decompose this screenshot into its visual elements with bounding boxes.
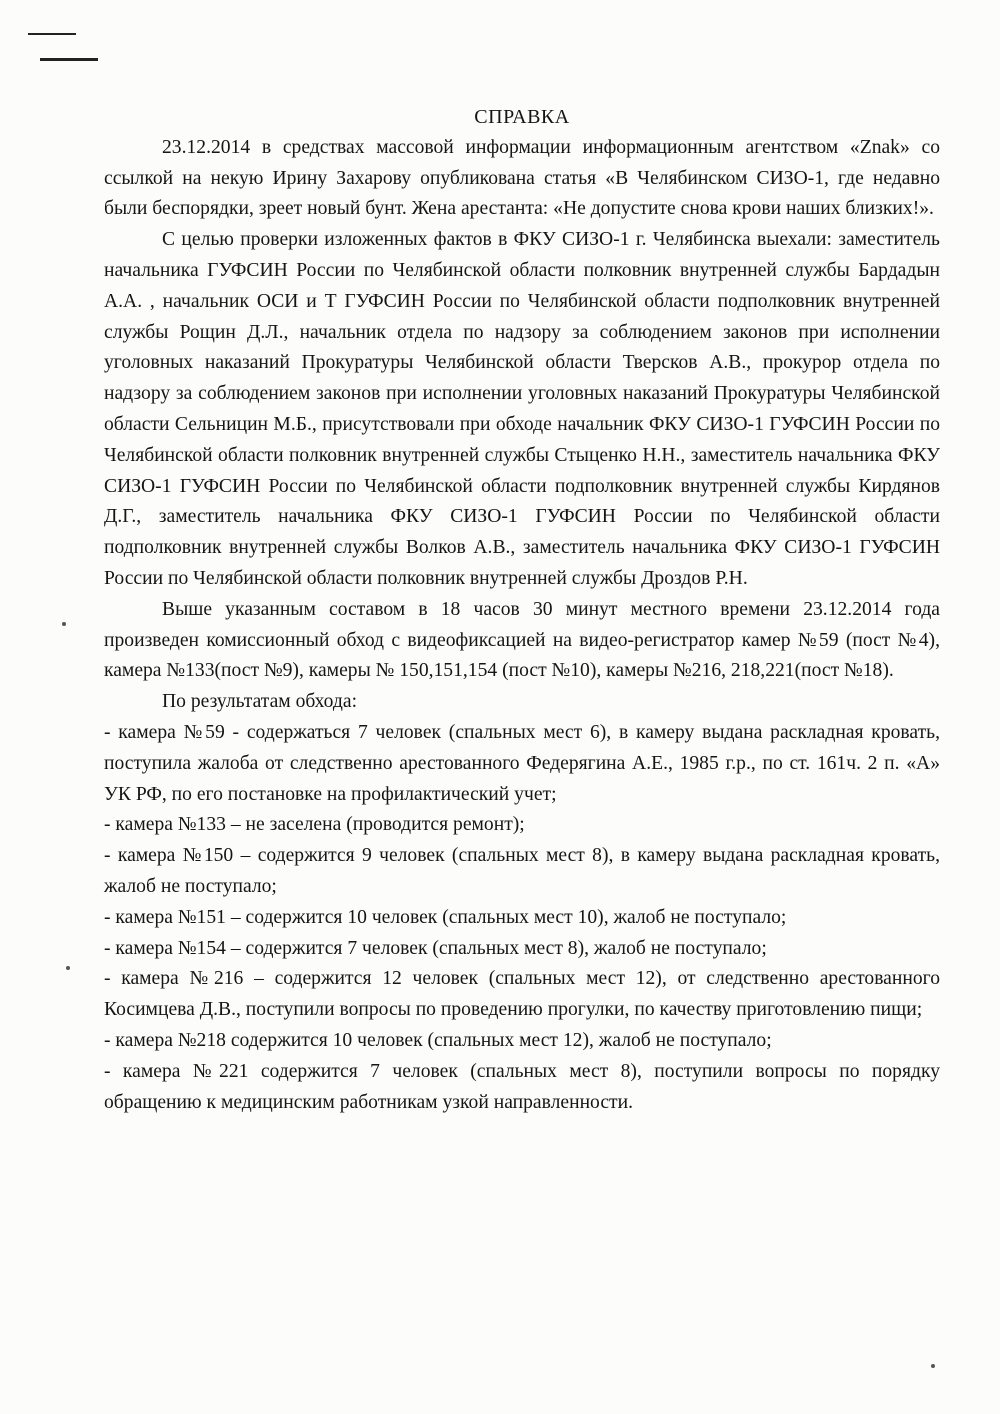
list-item: - камера №221 содержится 7 человек (спальных мест 8), поступили вопросы по порядку обращению к медицинским работникам узкой направленности. <box>104 1060 940 1113</box>
list-item: - камера №150 – содержится 9 человек (спальных мест 8), в камеру выдана раскладная кровать, жалоб не поступало; <box>104 845 940 897</box>
list-item: - камера №216 – содержится 12 человек (спальных мест 12), от следственно арестованного Косимцева Д.В., поступили вопросы по проведению прогулки, по качеству приготовлению пищи; <box>104 968 940 1021</box>
scan-speck <box>66 966 70 970</box>
list-item: - камера №59 - содержаться 7 человек (спальных мест 6), в камеру выдана раскладная кровать, поступила жалоба от следственно арестованного Федерягина А.Е., 1985 г.р., по ст. 161ч. 2 п. «А» УК РФ, по его постановке на профилактический учет; <box>104 721 940 805</box>
paragraph-publication: 23.12.2014 в средствах массовой информации информационным агентством «Znak» со ссылкой на некую Ирину Захарову опубликована статья «В Челябинском СИЗО-1, где недавно были беспорядки, зреет новый бунт. Жена арестанта: «Не допустите снова крови наших близких!». <box>104 136 940 220</box>
document-title: СПРАВКА <box>474 106 570 128</box>
scan-mark <box>40 58 98 61</box>
paragraph-results-heading: По результатам обхода: <box>162 691 358 713</box>
paragraph-commission: С целью проверки изложенных фактов в ФКУ СИЗО-1 г. Челябинска выехали: заместитель начальника ГУФСИН России по Челябинской области полковник внутренней службы Бардадын А.А. , начальник ОСИ и Т ГУФСИН России по Челябинской области подполковник внутренней службы Рощин Д.Л., начальник отдела по надзору за соблюдением законов при исполнении уголовных наказаний Прокуратуры Челябинской области Тверсков А.В., прокурор отдела по надзору за соблюдением законов при исполнении уголовных наказаний Прокуратуры Челябинской области Сельницин М.Б., присутствовали при обходе начальник ФКУ СИЗО-1 ГУФСИН России по Челябинской области полковник внутренней службы Стыценко Н.Н., заместитель начальника ФКУ СИЗО-1 ГУФСИН России по Челябинской области подполковник внутренней службы Кирдянов Д.Г., заместитель начальника ФКУ СИЗО-1 ГУФСИН России по Челябинской области подполковник внутренней службы Волков А.В., заместитель начальника ФКУ СИЗО-1 ГУФСИН России по Челябинской области полковник внутренней службы Дроздов Р.Н. <box>104 229 940 589</box>
scan-mark <box>28 33 76 35</box>
paragraph-inspection: Выше указанным составом в 18 часов 30 минут местного времени 23.12.2014 года произведен комиссионный обход с видеофиксацией на видео-регистратор камер №59 (пост №4), камера №133(пост №9), камеры № 150,151,154 (пост №10), камеры №216, 218,221(пост №18). <box>104 598 940 682</box>
scan-speck <box>62 622 66 626</box>
document-body <box>104 102 940 1118</box>
list-item: - камера №154 – содержится 7 человек (спальных мест 8), жалоб не поступало; <box>104 937 767 959</box>
list-item: - камера №218 содержится 10 человек (спальных мест 12), жалоб не поступало; <box>104 1029 772 1051</box>
scan-speck <box>931 1364 935 1368</box>
list-item: - камера №151 – содержится 10 человек (спальных мест 10), жалоб не поступало; <box>104 906 787 928</box>
list-item: - камера №133 – не заселена (проводится ремонт); <box>104 814 525 836</box>
